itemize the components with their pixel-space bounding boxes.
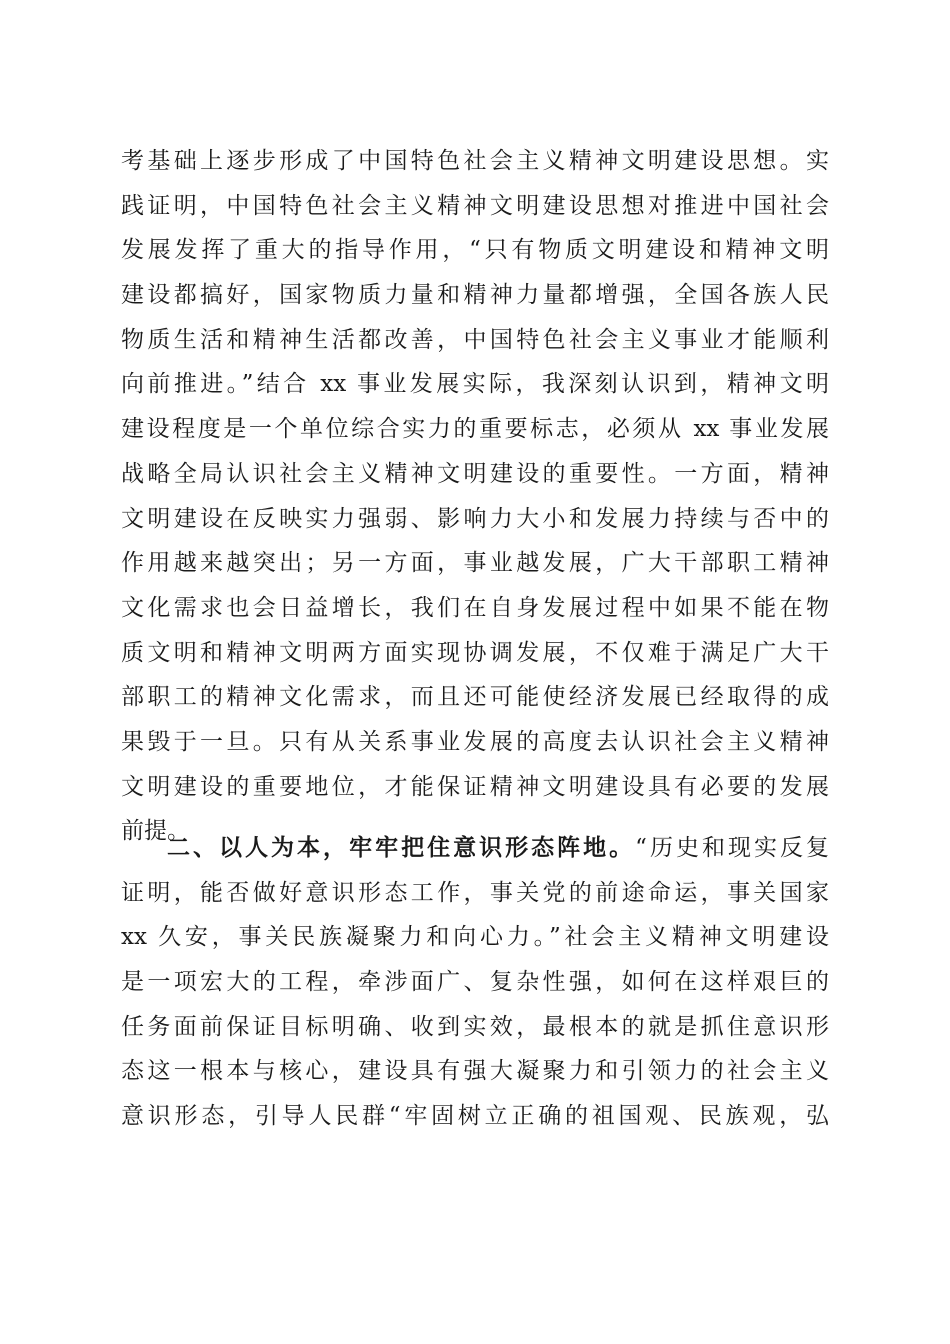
text-line: 证明，能否做好意识形态工作，事关党的前途命运，事关国家 <box>121 879 829 906</box>
text-line: 物质生活和精神生活都改善，中国特色社会主义事业才能顺利 <box>121 326 829 353</box>
text-line: 意识形态，引导人民群“牢固树立正确的祖国观、民族观，弘 <box>121 1103 829 1130</box>
text-line: 战略全局认识社会主义精神文明建设的重要性。一方面，精神 <box>121 460 829 487</box>
heading-line-rest: “历史和现实反复 <box>635 835 829 861</box>
text-line: 建设程度是一个单位综合实力的重要标志，必须从 xx 事业发展 <box>121 416 829 443</box>
text-line: 向前推进。”结合 xx 事业发展实际，我深刻认识到，精神文明 <box>121 371 829 398</box>
text-line: 前提。 <box>121 818 190 845</box>
text-line: 态这一根本与核心，建设具有强大凝聚力和引领力的社会主义 <box>121 1058 829 1085</box>
text-line: 任务面前保证目标明确、收到实效，最根本的就是抓住意识形 <box>121 1013 829 1040</box>
text-line: 果毁于一旦。只有从关系事业发展的高度去认识社会主义精神 <box>121 728 829 755</box>
text-line: 发展发挥了重大的指导作用，“只有物质文明建设和精神文明 <box>121 237 829 264</box>
paragraph-1 <box>121 139 829 854</box>
paragraph-2 <box>121 826 829 1139</box>
text-line: 作用越来越突出；另一方面，事业越发展，广大干部职工精神 <box>121 550 829 577</box>
text-line: xx 久安，事关民族凝聚力和向心力。”社会主义精神文明建设 <box>121 924 829 951</box>
text-line: 是一项宏大的工程，牵涉面广、复杂性强，如何在这样艰巨的 <box>121 969 829 996</box>
text-line: 践证明，中国特色社会主义精神文明建设思想对推进中国社会 <box>121 192 829 219</box>
text-line: 质文明和精神文明两方面实现协调发展，不仅难于满足广大干 <box>121 639 829 666</box>
text-line: 建设都搞好，国家物质力量和精神力量都增强，全国各族人民 <box>121 282 829 309</box>
section-heading: 二、以人为本，牢牢把住意识形态阵地。 <box>167 835 636 861</box>
text-line: 考基础上逐步形成了中国特色社会主义精神文明建设思想。实 <box>121 148 829 174</box>
text-line: 部职工的精神文化需求，而且还可能使经济发展已经取得的成 <box>121 684 829 711</box>
text-line: 文明建设在反映实力强弱、影响力大小和发展力持续与否中的 <box>121 505 829 532</box>
text-line: 文明建设的重要地位，才能保证精神文明建设具有必要的发展 <box>121 773 829 800</box>
heading-line <box>121 826 829 871</box>
text-line: 文化需求也会日益增长，我们在自身发展过程中如果不能在物 <box>121 594 829 621</box>
